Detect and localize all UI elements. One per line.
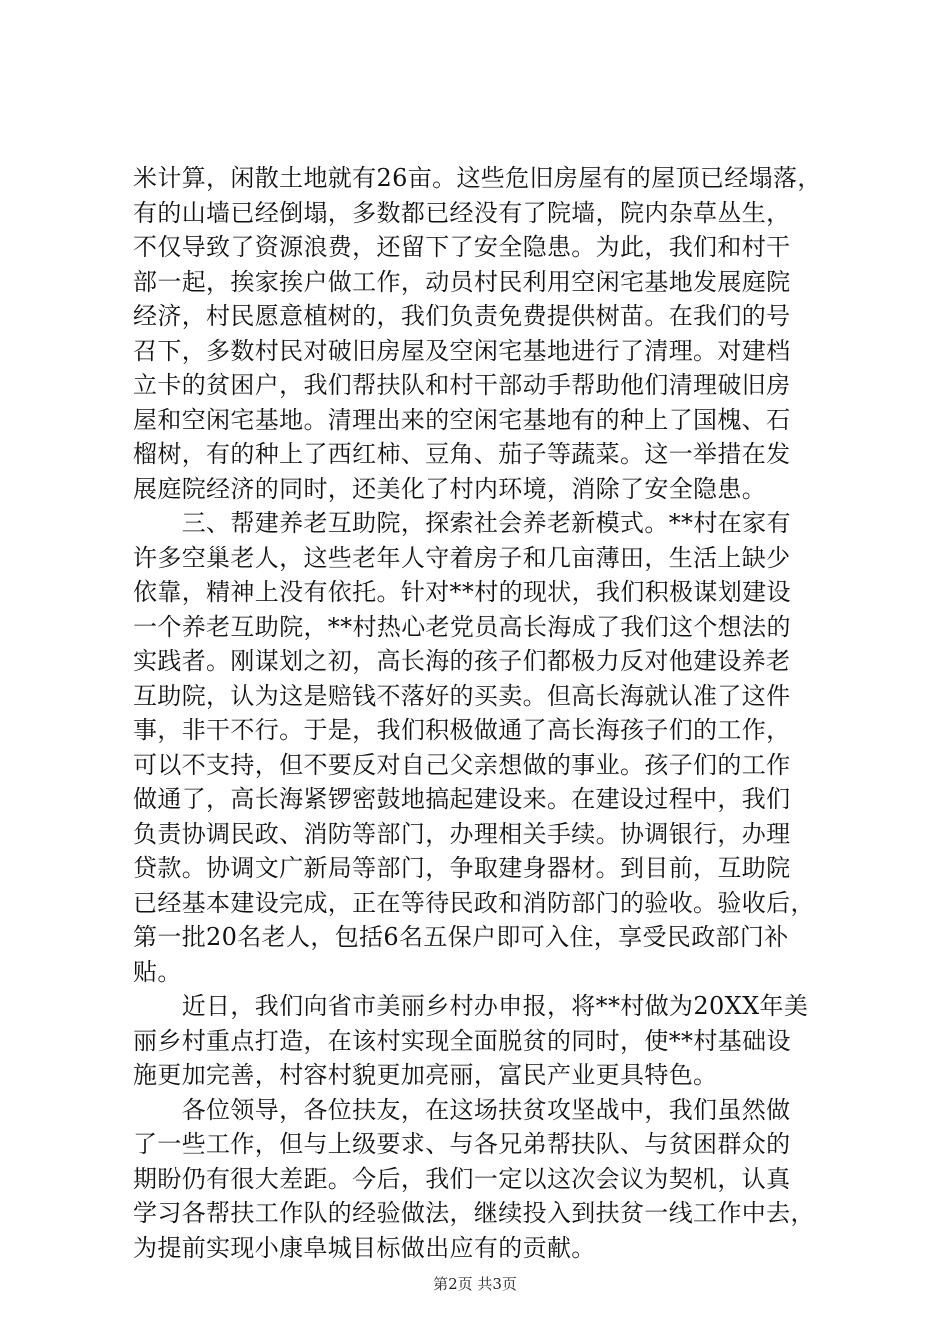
text-line: 榴树，有的种上了西红柿、豆角、茄子等蔬菜。这一举措在发	[133, 440, 791, 468]
text-line: 施更加完善，村容村貌更加亮丽，富民产业更具特色。	[133, 1061, 718, 1089]
text-line: 各位领导，各位扶友，在这场扶贫攻坚战中，我们虽然做	[133, 1095, 791, 1124]
text-line: 有的山墙已经倒塌，多数都已经没有了院墙，院内杂草丛生，	[133, 198, 791, 227]
text-line: 不仅导致了资源浪费，还留下了安全隐患。为此，我们和村干	[133, 233, 791, 261]
text-line: 依靠，精神上没有依托。针对**村的现状，我们积极谋划建设	[133, 578, 791, 606]
text-line: 第一批20名老人，包括6名五保户即可入住，享受民政部门补	[133, 923, 789, 951]
text-line: 三、帮建养老互助院，探索社会养老新模式。**村在家有	[133, 509, 791, 537]
text-line: 贴。	[133, 957, 182, 986]
page-number-label: 第2页 共3页	[433, 1275, 517, 1293]
text-line: 了一些工作，但与上级要求、与各兄弟帮扶队、与贫困群众的	[133, 1130, 791, 1158]
text-line: 事，非干不行。于是，我们积极做通了高长海孩子们的工作，	[133, 716, 791, 744]
body-text	[133, 161, 833, 1265]
text-line: 许多空巢老人，这些老年人守着房子和几亩薄田，生活上缺少	[133, 543, 791, 572]
text-line: 近日，我们向省市美丽乡村办申报，将**村做为20XX年美	[133, 992, 809, 1020]
text-line: 为提前实现小康阜城目标做出应有的贡献。	[133, 1233, 596, 1262]
text-line: 召下，多数村民对破旧房屋及空闲宅基地进行了清理。对建档	[133, 336, 791, 365]
text-line: 展庭院经济的同时，还美化了村内环境，消除了安全隐患。	[133, 474, 767, 503]
text-line: 做通了，高长海紧锣密鼓地搞起建设来。在建设过程中，我们	[133, 785, 791, 813]
text-line: 部一起，挨家挨户做工作，动员村民利用空闲宅基地发展庭院	[133, 267, 791, 296]
text-line: 一个养老互助院，**村热心老党员高长海成了我们这个想法的	[133, 612, 791, 641]
text-line: 已经基本建设完成，正在等待民政和消防部门的验收。验收后，	[133, 888, 815, 917]
text-line: 负责协调民政、消防等部门，办理相关手续。协调银行，办理	[133, 819, 791, 848]
text-line: 屋和空闲宅基地。清理出来的空闲宅基地有的种上了国槐、石	[133, 405, 791, 434]
text-line: 互助院，认为这是赔钱不落好的买卖。但高长海就认准了这件	[133, 681, 791, 710]
text-line: 实践者。刚谋划之初，高长海的孩子们都极力反对他建设养老	[133, 647, 791, 675]
text-line: 经济，村民愿意植树的，我们负责免费提供树苗。在我们的号	[133, 302, 791, 330]
text-line: 可以不支持，但不要反对自己父亲想做的事业。孩子们的工作	[133, 750, 791, 779]
text-line: 贷款。协调文广新局等部门，争取建身器材。到目前，互助院	[133, 854, 791, 882]
text-line: 丽乡村重点打造，在该村实现全面脱贫的同时，使**村基础设	[133, 1026, 791, 1055]
page-footer	[0, 1273, 950, 1294]
text-line: 立卡的贫困户，我们帮扶队和村干部动手帮助他们清理破旧房	[133, 371, 791, 399]
text-line: 期盼仍有很大差距。今后，我们一定以这次会议为契机，认真	[133, 1164, 791, 1193]
text-line: 学习各帮扶工作队的经验做法，继续投入到扶贫一线工作中去，	[133, 1199, 815, 1227]
text-line: 米计算，闲散土地就有26亩。这些危旧房屋有的屋顶已经塌落，	[133, 164, 822, 192]
